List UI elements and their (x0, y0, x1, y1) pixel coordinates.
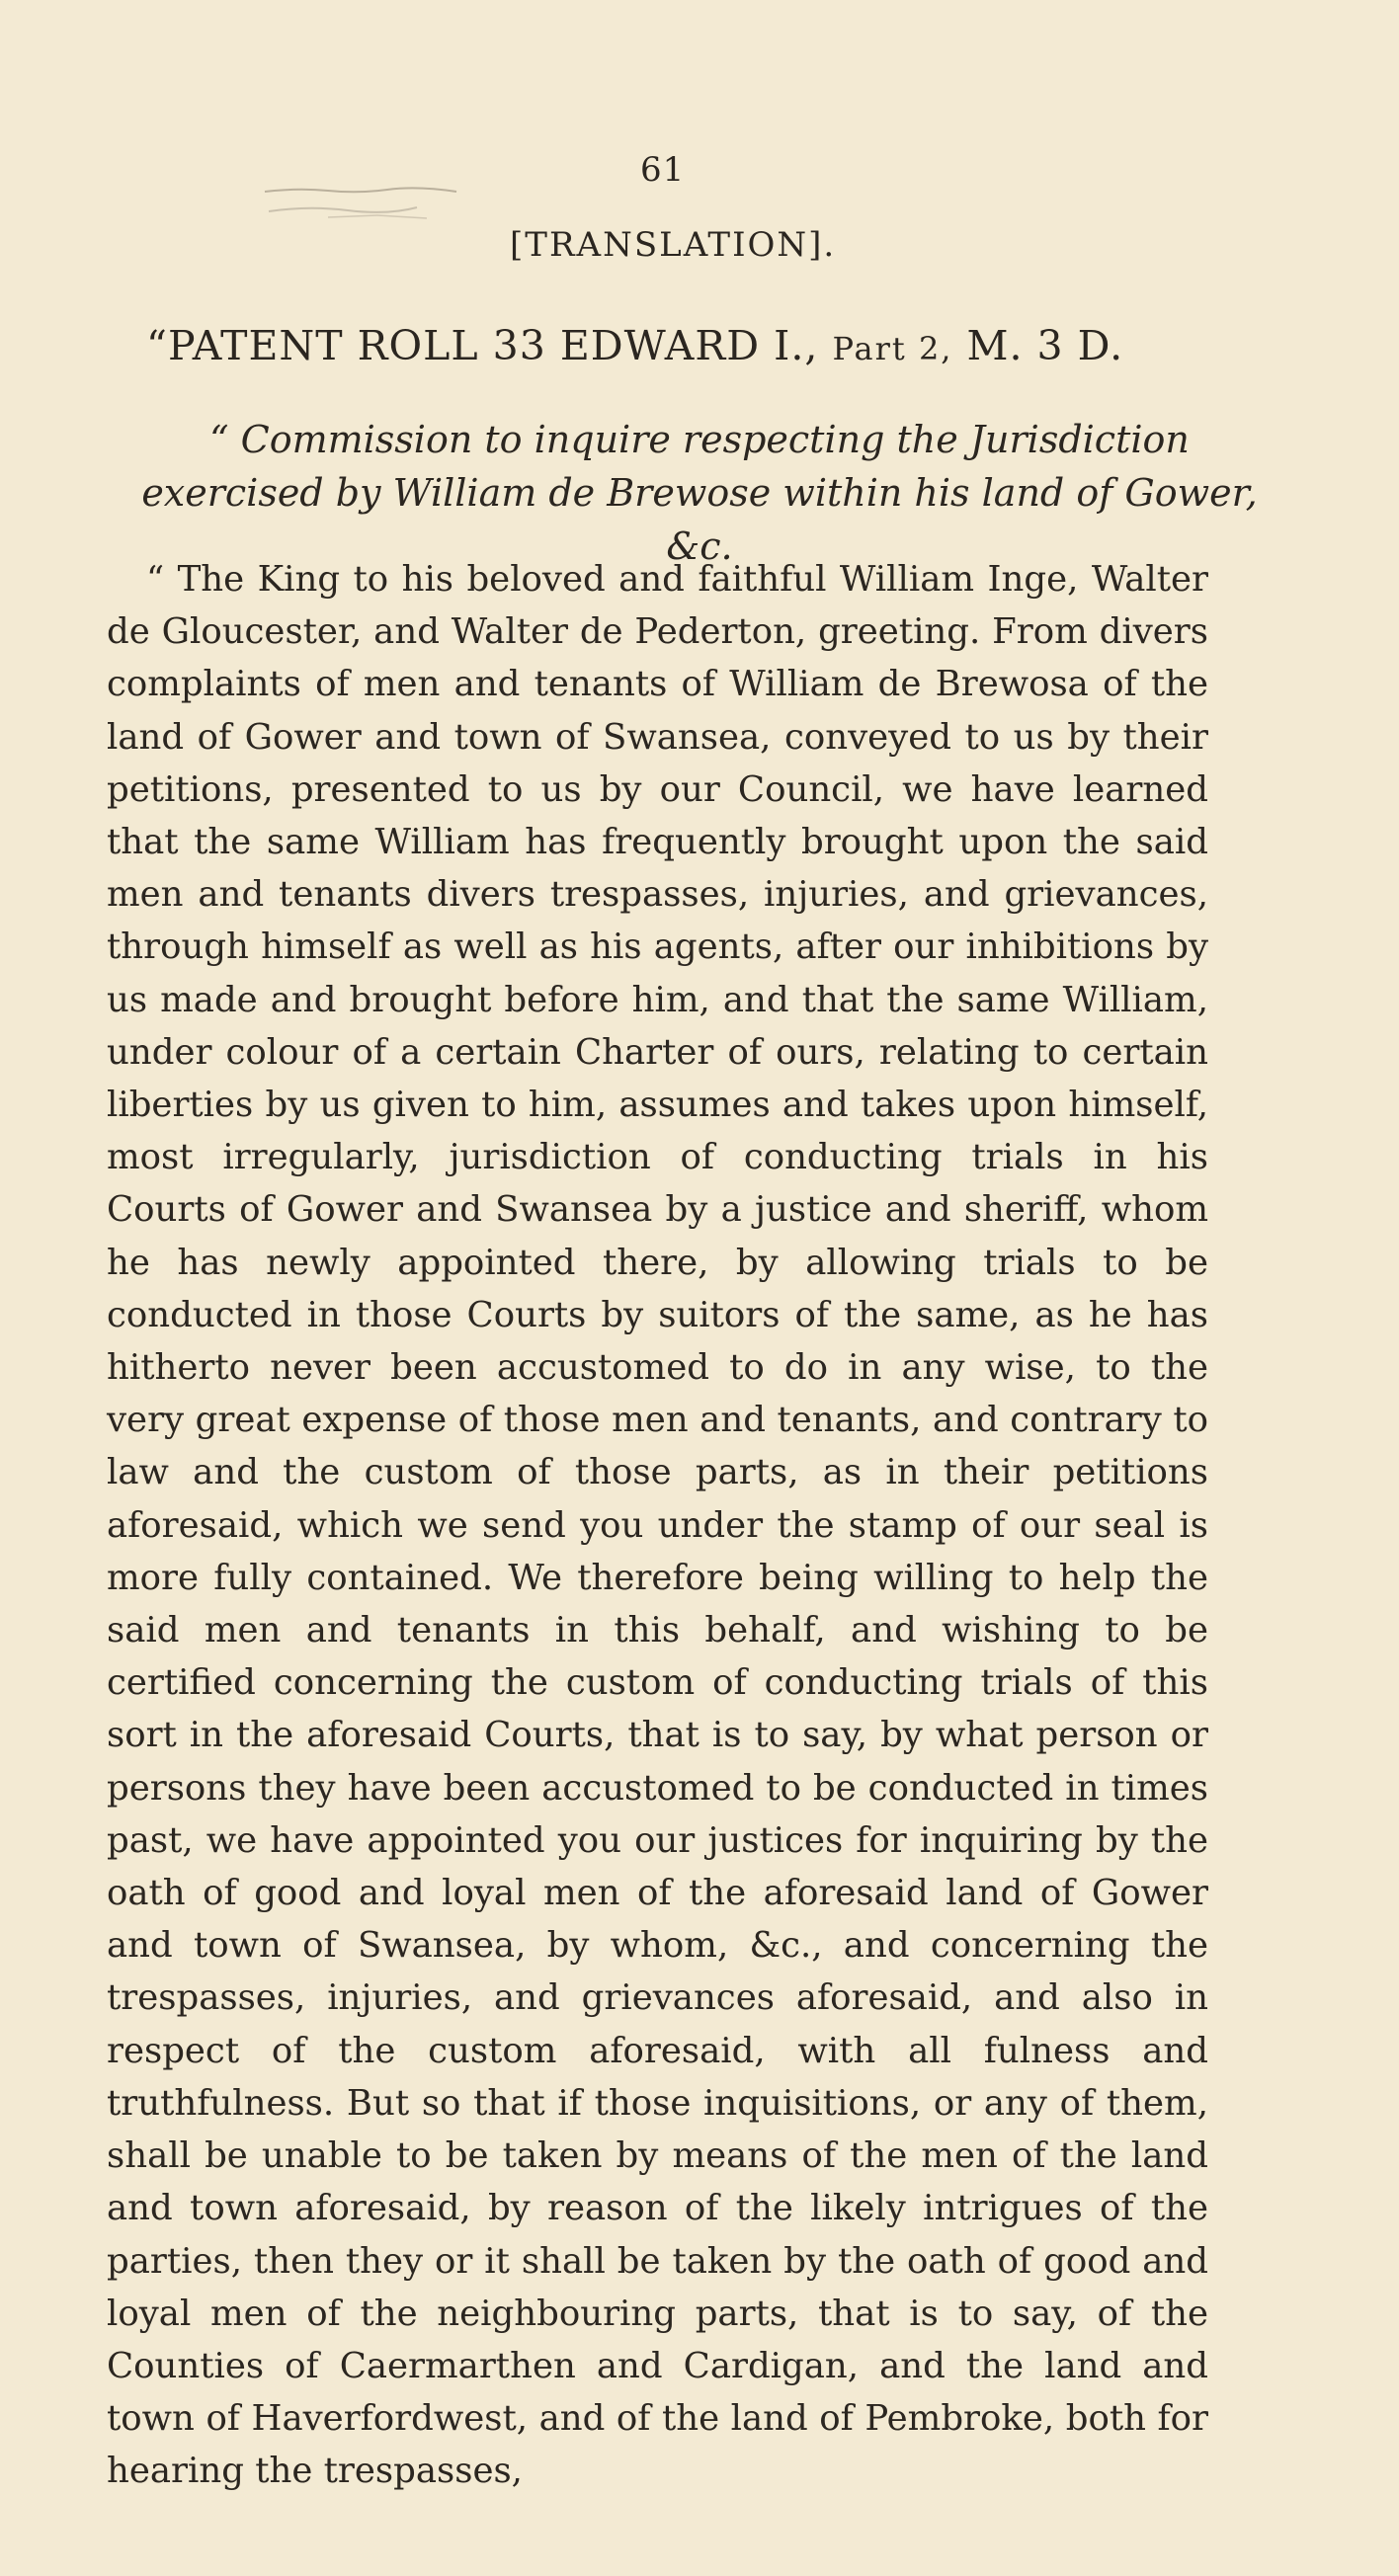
page-number: 61 (640, 150, 686, 190)
translation-heading: [TRANSLATION]. (510, 225, 837, 265)
title-main: “PATENT ROLL 33 EDWARD I., (146, 322, 833, 369)
commission-subtitle: “ Commission to inquire respecting the Jurisdiction exercised by William de Brewose within his land of Gower, &c. (141, 418, 1258, 568)
document-title (146, 322, 1253, 369)
title-end: M. 3 D. (952, 322, 1124, 369)
title-small-caps: Part 2, (832, 330, 953, 367)
body-paragraph: “ The King to his beloved and faithful William Inge, Walter de Gloucester, and Walter de Pederton, greeting. From divers complaints of men and tenants of William de Brewosa of the land of Gower and town of Swansea, conveyed to us by their petitions, presented to us by our Council, we have learned that the same William has frequently brought upon the said men and tenants divers trespasses, injuries, and grievances, through himself as well as his agents, after our inhibitions by us made and brought before him, and that the same William, under colour of a certain Charter of ours, relating to certain liberties by us given to him, assumes and takes upon himself, most irregularly, jurisdiction of conducting trials in his Courts of Gower and Swansea by a justice and sheriff, whom he has newly appointed there, by allowing trials to be conducted in those Courts by suitors of the same, as he has hitherto never been accustomed to do in any wise, to the very great expense of those men and tenants, and contrary to law and the custom of those parts, as in their petitions aforesaid, which we send you under the stamp of our seal is more fully contained. We therefore being willing to help the said men and tenants in this behalf, and wishing to be certified concerning the custom of conducting trials of this sort in the aforesaid Courts, that is to say, by what person or persons they have been accustomed to be conducted in times past, we have appointed you our justices for inquiring by the oath of good and loyal men of the aforesaid land of Gower and town of Swansea, by whom, &c., and concerning the trespasses, injuries, and grievances aforesaid, and also in respect of the custom aforesaid, with all fulness and truthfulness. But so that if those inquisitions, or any of them, shall be unable to be taken by means of the men of the land and town aforesaid, by reason of the likely intrigues of the parties, then they or it shall be taken by the oath of good and loyal men of the neighbouring parts, that is to say, of the Counties of Caermarthen and Cardigan, and the land and town of Haverfordwest, and of the land of Pembroke, both for hearing the trespasses, (107, 559, 1208, 2492)
faint-ink-marks (259, 178, 476, 237)
